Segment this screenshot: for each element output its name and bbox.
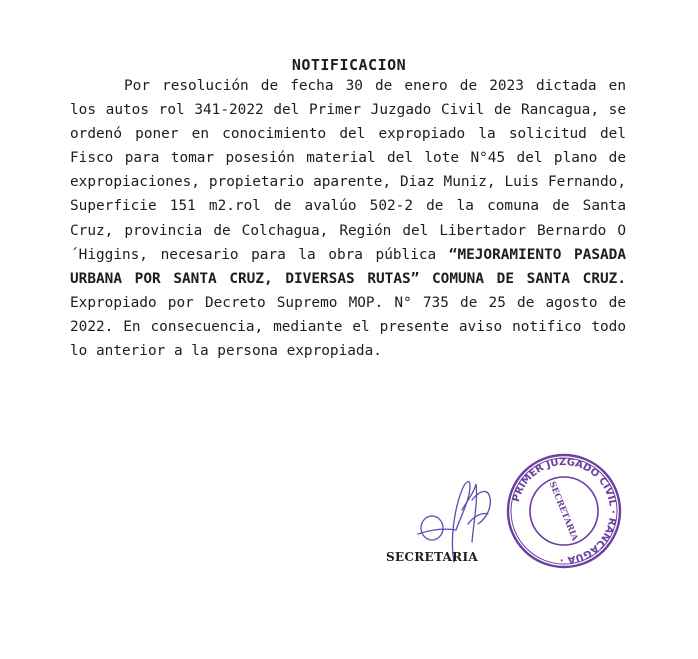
- notification-paragraph: [70, 74, 626, 363]
- paragraph-text-start: Por resolución de fecha 30 de enero de 2023 dictada en los autos rol 341-2022 del Primer Juzgado Civil de Rancagua, se ordenó poner en conocimiento del expropiado la solicitud del Fisco para tomar posesión material del lote N°45 del plano de expropiaciones, propietario aparente, Diaz Muniz, Luis Fernando, Superficie 151 m2.rol de avalúo 502-2 de la comuna de Santa Cruz, provincia de Colchagua, Región del Libertador Bernardo O´Higgins, necesario para la obra pública: [70, 78, 626, 263]
- document-title: NOTIFICACION: [291, 56, 407, 74]
- court-seal-stamp: [505, 452, 623, 570]
- signature-label: SECRETARIA: [386, 550, 478, 564]
- project-name-bold: “MEJORAMIENTO PASADA URBANA POR SANTA CRUZ, DIVERSAS RUTAS” COMUNA DE SANTA CRUZ.: [70, 246, 626, 287]
- svg-text:SECRETARIA: SECRETARIA: [546, 480, 580, 543]
- svg-text:PRIMER JUZGADO CIVIL · RANCAGU: PRIMER JUZGADO CIVIL · RANCAGUA ·: [510, 456, 619, 566]
- paragraph-text-end: Expropiado por Decreto Supremo MOP. N° 735 de 25 de agosto de 2022. En consecuencia, mediante el presente aviso notifico todo lo anterior a la persona expropiada.: [70, 294, 626, 360]
